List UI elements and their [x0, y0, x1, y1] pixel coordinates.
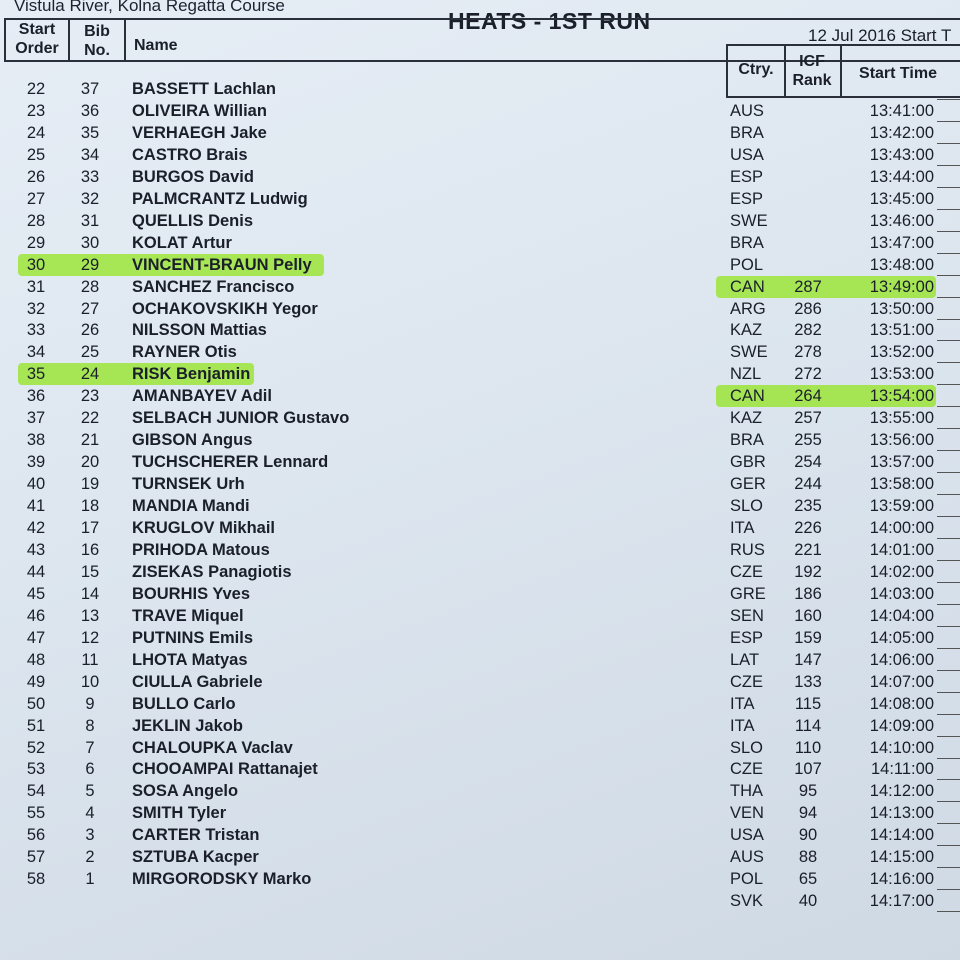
bib-number-cell: 30 — [80, 234, 100, 252]
athlete-name-cell: OLIVEIRA Willian — [132, 102, 267, 120]
bib-number-cell: 10 — [80, 673, 100, 691]
start-time-cell: 14:00:00 — [869, 519, 934, 537]
country-cell: ESP — [730, 629, 764, 647]
athlete-name-cell: GIBSON Angus — [132, 431, 253, 449]
start-order-cell: 43 — [26, 541, 46, 559]
bib-number-cell: 13 — [80, 607, 100, 625]
start-time-cell: 13:44:00 — [869, 168, 934, 186]
bib-number-cell: 31 — [80, 212, 100, 230]
bib-number-cell: 22 — [80, 409, 100, 427]
athlete-name-cell: CIULLA Gabriele — [132, 673, 263, 691]
start-time-cell: 14:09:00 — [869, 717, 934, 735]
country-cell: GRE — [730, 585, 766, 603]
start-order-cell: 55 — [26, 804, 46, 822]
start-order-cell: 24 — [26, 124, 46, 142]
bib-number-cell: 16 — [80, 541, 100, 559]
start-order-cell: 58 — [26, 870, 46, 888]
column-header-name: Name — [134, 37, 178, 54]
bib-number-cell: 32 — [80, 190, 100, 208]
column-header-rank-line1: ICF — [799, 53, 825, 70]
start-time-cell: 13:51:00 — [869, 321, 934, 339]
icf-rank-cell: 287 — [794, 278, 822, 296]
table-row — [0, 298, 960, 320]
start-time-cell: 13:53:00 — [869, 365, 934, 383]
country-cell: POL — [730, 256, 764, 274]
start-time-cell: 14:02:00 — [869, 563, 934, 581]
start-order-cell: 37 — [26, 409, 46, 427]
icf-rank-cell: 235 — [794, 497, 822, 515]
bib-number-cell: 8 — [85, 717, 95, 735]
start-order-cell: 30 — [26, 256, 46, 274]
row-rule — [937, 911, 960, 912]
table-row — [0, 341, 960, 363]
athlete-name-cell: SZTUBA Kacper — [132, 848, 259, 866]
start-order-cell: 33 — [26, 321, 46, 339]
header-divider — [68, 18, 70, 62]
start-order-cell: 46 — [26, 607, 46, 625]
bib-number-cell: 3 — [85, 826, 95, 844]
start-time-cell: 13:46:00 — [869, 212, 934, 230]
column-header-rank-line2: Rank — [792, 72, 832, 89]
column-header-bib-line2: No. — [84, 42, 110, 59]
icf-rank-cell: 257 — [794, 409, 822, 427]
athlete-name-cell: VINCENT-BRAUN Pelly — [132, 256, 312, 274]
start-time-cell: 14:13:00 — [869, 804, 934, 822]
table-row — [0, 802, 960, 824]
start-order-cell: 45 — [26, 585, 46, 603]
start-order-cell: 35 — [26, 365, 46, 383]
country-cell: KAZ — [730, 409, 763, 427]
bib-number-cell: 35 — [80, 124, 100, 142]
country-cell: ARG — [730, 300, 766, 318]
athlete-name-cell: KRUGLOV Mikhail — [132, 519, 276, 537]
athlete-name-cell: MIRGORODSKY Marko — [132, 870, 312, 888]
start-order-cell: 54 — [26, 782, 46, 800]
athlete-name-cell: BOURHIS Yves — [132, 585, 250, 603]
bib-number-cell: 23 — [80, 387, 100, 405]
icf-rank-cell: 94 — [798, 804, 818, 822]
start-time-cell: 14:01:00 — [869, 541, 934, 559]
start-time-cell: 13:45:00 — [869, 190, 934, 208]
start-time-cell: 14:08:00 — [869, 695, 934, 713]
icf-rank-cell: 160 — [794, 607, 822, 625]
start-order-cell: 34 — [26, 343, 46, 361]
bib-number-cell: 9 — [85, 695, 95, 713]
athlete-name-cell: CASTRO Brais — [132, 146, 248, 164]
start-order-cell: 29 — [26, 234, 46, 252]
start-order-cell: 22 — [26, 80, 46, 98]
table-row — [0, 363, 960, 385]
start-time-cell: 14:06:00 — [869, 651, 934, 669]
table-row — [0, 166, 960, 188]
athlete-name-cell: LHOTA Matyas — [132, 651, 248, 669]
start-time-cell: 14:15:00 — [869, 848, 934, 866]
table-row — [0, 78, 960, 100]
start-order-cell: 31 — [26, 278, 46, 296]
table-row — [0, 210, 960, 232]
table-row — [0, 407, 960, 429]
athlete-name-cell: VERHAEGH Jake — [132, 124, 267, 142]
start-order-cell: 51 — [26, 717, 46, 735]
country-cell: BRA — [730, 431, 764, 449]
table-row — [0, 693, 960, 715]
table-row — [0, 846, 960, 868]
country-cell: GBR — [730, 453, 766, 471]
table-row — [0, 605, 960, 627]
start-time-cell: 13:50:00 — [869, 300, 934, 318]
start-order-cell: 44 — [26, 563, 46, 581]
bib-number-cell: 34 — [80, 146, 100, 164]
start-order-cell: 40 — [26, 475, 46, 493]
table-row — [0, 144, 960, 166]
start-order-cell: 56 — [26, 826, 46, 844]
bib-number-cell: 21 — [80, 431, 100, 449]
table-row — [0, 890, 960, 912]
country-cell: USA — [730, 146, 764, 164]
athlete-name-cell: BASSETT Lachlan — [132, 80, 276, 98]
start-time-cell: 13:48:00 — [869, 256, 934, 274]
bib-number-cell: 4 — [85, 804, 95, 822]
table-row — [0, 451, 960, 473]
icf-rank-cell: 110 — [794, 739, 822, 757]
bib-number-cell: 1 — [85, 870, 95, 888]
table-row — [0, 583, 960, 605]
start-time-cell: 13:42:00 — [869, 124, 934, 142]
start-order-cell: 42 — [26, 519, 46, 537]
country-cell: THA — [730, 782, 763, 800]
column-header-order-line1: Start — [18, 21, 56, 38]
start-order-cell: 38 — [26, 431, 46, 449]
start-time-cell: 13:56:00 — [869, 431, 934, 449]
athlete-name-cell: CHOOAMPAI Rattanajet — [132, 760, 318, 778]
bib-number-cell: 15 — [80, 563, 100, 581]
bib-number-cell: 18 — [80, 497, 100, 515]
bib-number-cell: 25 — [80, 343, 100, 361]
icf-rank-cell: 244 — [794, 475, 822, 493]
start-time-cell: 13:43:00 — [869, 146, 934, 164]
start-order-cell: 48 — [26, 651, 46, 669]
date-label: 12 Jul 2016 Start T — [808, 26, 952, 45]
athlete-name-cell: RAYNER Otis — [132, 343, 237, 361]
start-time-cell: 13:55:00 — [869, 409, 934, 427]
venue-label: Vistula River, Kolna Regatta Course — [14, 0, 285, 15]
table-row — [0, 122, 960, 144]
athlete-name-cell: SELBACH JUNIOR Gustavo — [132, 409, 350, 427]
bib-number-cell: 14 — [80, 585, 100, 603]
athlete-name-cell: SOSA Angelo — [132, 782, 239, 800]
country-cell: SWE — [730, 343, 768, 361]
country-cell: GER — [730, 475, 766, 493]
country-cell: KAZ — [730, 321, 763, 339]
start-order-cell: 49 — [26, 673, 46, 691]
bib-number-cell: 5 — [85, 782, 95, 800]
icf-rank-cell: 159 — [794, 629, 822, 647]
icf-rank-cell: 254 — [794, 453, 822, 471]
table-row — [0, 758, 960, 780]
start-order-cell: 41 — [26, 497, 46, 515]
athlete-name-cell: TURNSEK Urh — [132, 475, 245, 493]
country-cell: ITA — [730, 519, 755, 537]
table-row — [0, 473, 960, 495]
athlete-name-cell: PRIHODA Matous — [132, 541, 270, 559]
country-cell: ITA — [730, 717, 755, 735]
column-header-bib-line1: Bib — [84, 23, 110, 40]
icf-rank-cell: 226 — [794, 519, 822, 537]
country-cell: CZE — [730, 673, 763, 691]
bib-number-cell: 11 — [81, 651, 99, 669]
start-time-cell: 13:58:00 — [869, 475, 934, 493]
icf-rank-cell: 147 — [794, 651, 822, 669]
athlete-name-cell: PUTNINS Emils — [132, 629, 254, 647]
icf-rank-cell: 107 — [794, 760, 822, 778]
country-cell: SLO — [730, 497, 764, 515]
icf-rank-cell: 90 — [798, 826, 818, 844]
athlete-name-cell: CARTER Tristan — [132, 826, 260, 844]
bib-number-cell: 6 — [85, 760, 95, 778]
start-order-cell: 28 — [26, 212, 46, 230]
bib-number-cell: 27 — [80, 300, 100, 318]
icf-rank-cell: 282 — [794, 321, 822, 339]
athlete-name-cell: AMANBAYEV Adil — [132, 387, 272, 405]
country-cell: ITA — [730, 695, 755, 713]
column-header-start-time: Start Time — [859, 65, 937, 82]
start-order-cell: 53 — [26, 760, 46, 778]
start-time-cell: 13:57:00 — [869, 453, 934, 471]
start-time-cell: 14:11:00 — [870, 760, 934, 778]
icf-rank-cell: 264 — [794, 387, 822, 405]
table-row — [0, 737, 960, 759]
athlete-name-cell: TUCHSCHERER Lennard — [132, 453, 329, 471]
country-cell: CAN — [730, 278, 765, 296]
table-row — [0, 319, 960, 341]
icf-rank-cell: 40 — [798, 892, 818, 910]
country-cell: RUS — [730, 541, 765, 559]
table-row — [0, 100, 960, 122]
start-time-cell: 14:17:00 — [869, 892, 934, 910]
table-row — [0, 824, 960, 846]
start-order-cell: 52 — [26, 739, 46, 757]
country-cell: SWE — [730, 212, 768, 230]
bib-number-cell: 26 — [80, 321, 100, 339]
athlete-name-cell: QUELLIS Denis — [132, 212, 254, 230]
bib-number-cell: 28 — [80, 278, 100, 296]
country-cell: POL — [730, 870, 764, 888]
country-cell: ESP — [730, 168, 764, 186]
icf-rank-cell: 278 — [794, 343, 822, 361]
country-cell: AUS — [730, 102, 764, 120]
icf-rank-cell: 114 — [794, 717, 822, 735]
start-time-cell: 13:52:00 — [869, 343, 934, 361]
column-header-bib — [72, 22, 122, 60]
bib-number-cell: 7 — [85, 739, 95, 757]
country-cell: VEN — [730, 804, 764, 822]
icf-rank-cell: 272 — [794, 365, 822, 383]
bib-number-cell: 36 — [80, 102, 100, 120]
bib-number-cell: 33 — [80, 168, 100, 186]
bib-number-cell: 20 — [80, 453, 100, 471]
bib-number-cell: 17 — [80, 519, 100, 537]
icf-rank-cell: 65 — [798, 870, 818, 888]
athlete-name-cell: CHALOUPKA Vaclav — [132, 739, 293, 757]
icf-rank-cell: 115 — [794, 695, 822, 713]
icf-rank-cell: 186 — [794, 585, 822, 603]
bib-number-cell: 19 — [80, 475, 100, 493]
start-time-cell: 14:12:00 — [869, 782, 934, 800]
table-row — [0, 188, 960, 210]
athlete-name-cell: KOLAT Artur — [132, 234, 232, 252]
country-cell: CZE — [730, 563, 763, 581]
country-cell: SVK — [730, 892, 764, 910]
column-header-order — [8, 20, 66, 58]
country-cell: USA — [730, 826, 764, 844]
start-time-cell: 14:14:00 — [869, 826, 934, 844]
country-cell: CZE — [730, 760, 763, 778]
table-row — [0, 495, 960, 517]
table-row — [0, 649, 960, 671]
page-title: HEATS - 1ST RUN — [448, 8, 651, 34]
table-row — [0, 561, 960, 583]
start-order-cell: 57 — [26, 848, 46, 866]
start-time-cell: 14:07:00 — [869, 673, 934, 691]
start-time-cell: 14:05:00 — [869, 629, 934, 647]
athlete-name-cell: BURGOS David — [132, 168, 254, 186]
athlete-name-cell: SANCHEZ Francisco — [132, 278, 295, 296]
country-cell: BRA — [730, 234, 764, 252]
start-time-cell: 13:47:00 — [869, 234, 934, 252]
athlete-name-cell: SMITH Tyler — [132, 804, 227, 822]
table-row — [0, 276, 960, 298]
country-cell: AUS — [730, 848, 764, 866]
table-row — [0, 539, 960, 561]
icf-rank-cell: 95 — [798, 782, 818, 800]
start-time-cell: 14:16:00 — [869, 870, 934, 888]
icf-rank-cell: 133 — [794, 673, 822, 691]
athlete-name-cell: TRAVE Miquel — [132, 607, 244, 625]
athlete-name-cell: JEKLIN Jakob — [132, 717, 243, 735]
bib-number-cell: 2 — [85, 848, 95, 866]
column-header-order-line2: Order — [15, 40, 59, 57]
start-time-cell: 13:49:00 — [869, 278, 934, 296]
table-row — [0, 868, 960, 890]
country-cell: LAT — [730, 651, 760, 669]
athlete-name-cell: MANDIA Mandi — [132, 497, 250, 515]
start-order-cell: 32 — [26, 300, 46, 318]
table-row — [0, 671, 960, 693]
table-row — [0, 715, 960, 737]
start-order-cell: 25 — [26, 146, 46, 164]
start-order-cell: 36 — [26, 387, 46, 405]
start-time-cell: 14:03:00 — [869, 585, 934, 603]
header-divider — [124, 18, 126, 62]
start-order-cell: 39 — [26, 453, 46, 471]
athlete-name-cell: BULLO Carlo — [132, 695, 236, 713]
bib-number-cell: 29 — [80, 256, 100, 274]
country-cell: BRA — [730, 124, 764, 142]
icf-rank-cell: 255 — [794, 431, 822, 449]
athlete-name-cell: OCHAKOVSKIKH Yegor — [132, 300, 318, 318]
start-order-cell: 47 — [26, 629, 46, 647]
start-order-cell: 26 — [26, 168, 46, 186]
table-row — [0, 385, 960, 407]
bib-number-cell: 12 — [80, 629, 100, 647]
table-row — [0, 517, 960, 539]
bib-number-cell: 24 — [80, 365, 100, 383]
icf-rank-cell: 88 — [798, 848, 818, 866]
athlete-name-cell: PALMCRANTZ Ludwig — [132, 190, 308, 208]
bib-number-cell: 37 — [80, 80, 100, 98]
table-row — [0, 232, 960, 254]
start-time-cell: 13:41:00 — [869, 102, 934, 120]
table-row — [0, 780, 960, 802]
icf-rank-cell: 192 — [794, 563, 822, 581]
athlete-name-cell: ZISEKAS Panagiotis — [132, 563, 292, 581]
table-row — [0, 627, 960, 649]
athlete-name-cell: RISK Benjamin — [132, 365, 251, 383]
country-cell: SEN — [730, 607, 764, 625]
country-cell: CAN — [730, 387, 765, 405]
icf-rank-cell: 286 — [794, 300, 822, 318]
start-order-cell: 23 — [26, 102, 46, 120]
start-order-cell: 27 — [26, 190, 46, 208]
start-time-cell: 13:59:00 — [869, 497, 934, 515]
start-time-cell: 13:54:00 — [869, 387, 934, 405]
country-cell: NZL — [730, 365, 762, 383]
country-cell: SLO — [730, 739, 764, 757]
athlete-name-cell: NILSSON Mattias — [132, 321, 267, 339]
column-header-country: Ctry. — [738, 61, 774, 78]
start-time-cell: 14:10:00 — [869, 739, 934, 757]
table-row — [0, 429, 960, 451]
country-cell: ESP — [730, 190, 764, 208]
table-row — [0, 254, 960, 276]
start-order-cell: 50 — [26, 695, 46, 713]
icf-rank-cell: 221 — [794, 541, 822, 559]
start-time-cell: 14:04:00 — [869, 607, 934, 625]
